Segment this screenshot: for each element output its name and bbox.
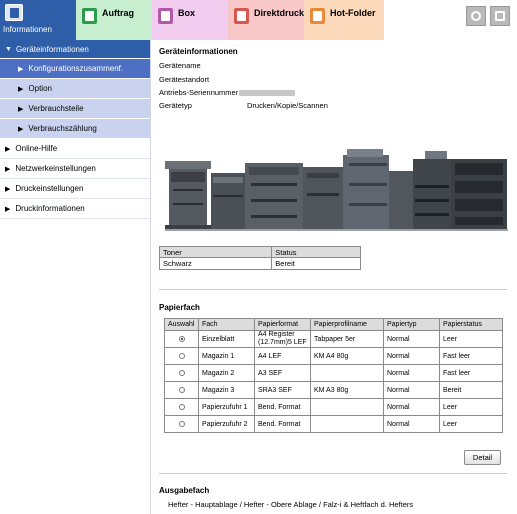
sidebar-item-druckeinstellungen[interactable]	[0, 179, 150, 199]
info-label-seriennummer: Antriebs-Seriennummer	[159, 88, 239, 97]
table-cell: Bend. Format	[255, 416, 311, 433]
sidebar-sub-verbrauchszaehlung[interactable]	[0, 119, 150, 139]
tab-box[interactable]	[152, 0, 228, 40]
table-header: Status	[272, 247, 361, 258]
table-row	[165, 348, 503, 365]
table-cell: Bereit	[272, 258, 361, 270]
table-header: Fach	[199, 319, 255, 331]
table-row	[165, 416, 503, 433]
tab-direktdruck[interactable]	[228, 0, 304, 40]
table-cell: Normal	[384, 365, 440, 382]
sidebar-item-label: Verbrauchszählung	[28, 124, 97, 133]
table-cell: Schwarz	[160, 258, 272, 270]
table-header: Papierformat	[255, 319, 311, 331]
tab-label: Informationen	[3, 25, 52, 34]
triangle-right-icon: ▶	[5, 165, 11, 173]
table-row	[165, 382, 503, 399]
sidebar-item-druckinformationen[interactable]	[0, 199, 150, 219]
info-value-geraetetyp: Drucken/Kopie/Scannen	[247, 101, 328, 110]
table-cell: Tabpaper 5er	[311, 331, 384, 348]
page-title: Geräteinformationen	[159, 47, 238, 56]
table-header: Papierstatus	[440, 319, 503, 331]
sidebar-sub-konfigurationszusammenf[interactable]	[0, 59, 150, 79]
folder-icon	[310, 8, 325, 24]
table-cell: A4 LEF	[255, 348, 311, 365]
table-cell: Normal	[384, 382, 440, 399]
table-cell: Papierzufuhr 2	[199, 416, 255, 433]
direct-print-icon	[234, 8, 249, 24]
table-cell	[311, 399, 384, 416]
ausgabefach-value: Hefter - Hauptablage / Hefter - Obere Ablage / Falz-i & Heftfach d. Hefters	[168, 500, 414, 509]
table-header-row	[165, 319, 503, 331]
tray-radio-cell[interactable]	[165, 348, 199, 365]
triangle-right-icon: ▶	[18, 125, 24, 133]
section-title-ausgabefach: Ausgabefach	[159, 486, 210, 495]
sidebar-item-label: Druckeinstellungen	[15, 184, 84, 193]
sidebar-item-label: Netzwerkeinstellungen	[15, 164, 96, 173]
tab-auftrag[interactable]	[76, 0, 152, 40]
table-row	[165, 399, 503, 416]
info-label-geraetename: Gerätename	[159, 61, 201, 70]
radio-icon[interactable]	[179, 370, 185, 376]
device-status-icon[interactable]	[466, 6, 486, 26]
main-content	[151, 40, 517, 514]
table-cell: SRA3 SEF	[255, 382, 311, 399]
table-cell: Papierzufuhr 1	[199, 399, 255, 416]
sidebar-item-geraeteinformationen[interactable]	[0, 40, 150, 59]
table-cell: Leer	[440, 399, 503, 416]
table-cell: Fast leer	[440, 365, 503, 382]
table-header: Papiertyp	[384, 319, 440, 331]
tray-radio-cell[interactable]	[165, 331, 199, 348]
tab-informationen[interactable]	[0, 0, 76, 40]
triangle-right-icon: ▶	[5, 185, 11, 193]
tab-label: Box	[178, 8, 196, 18]
tray-radio-cell[interactable]	[165, 365, 199, 382]
table-header: Toner	[160, 247, 272, 258]
table-cell: Leer	[440, 416, 503, 433]
info-icon	[5, 4, 23, 21]
printer-illustration	[165, 133, 508, 248]
table-cell: Normal	[384, 348, 440, 365]
sidebar-sub-option[interactable]	[0, 79, 150, 99]
sidebar-item-netzwerkeinstellungen[interactable]	[0, 159, 150, 179]
divider	[159, 289, 507, 290]
triangle-right-icon: ▶	[18, 65, 24, 73]
radio-icon[interactable]	[179, 404, 185, 410]
radio-selected-icon[interactable]	[179, 336, 185, 342]
table-cell: Bereit	[440, 382, 503, 399]
table-cell: Einzelblatt	[199, 331, 255, 348]
sidebar-item-label: Option	[28, 84, 52, 93]
table-header: Auswahl	[165, 319, 199, 331]
section-title-papierfach: Papierfach	[159, 303, 200, 312]
sidebar-sub-verbrauchsteile[interactable]	[0, 99, 150, 119]
triangle-right-icon: ▶	[5, 205, 11, 213]
window-icon[interactable]	[490, 6, 510, 26]
table-cell	[311, 416, 384, 433]
triangle-right-icon: ▶	[18, 105, 24, 113]
triangle-right-icon: ▶	[18, 85, 24, 93]
table-cell: Normal	[384, 416, 440, 433]
sidebar-item-label: Online-Hilfe	[15, 144, 58, 153]
papierfach-table	[164, 318, 503, 433]
table-cell: Magazin 2	[199, 365, 255, 382]
table-cell	[311, 365, 384, 382]
table-cell: Leer	[440, 331, 503, 348]
table-row	[160, 258, 361, 270]
table-cell: Normal	[384, 331, 440, 348]
triangle-right-icon: ▶	[5, 145, 11, 153]
table-cell: KM A4 80g	[311, 348, 384, 365]
detail-button[interactable]: Detail	[464, 450, 501, 465]
radio-icon[interactable]	[179, 353, 185, 359]
table-cell: Fast leer	[440, 348, 503, 365]
tray-radio-cell[interactable]	[165, 416, 199, 433]
tray-radio-cell[interactable]	[165, 382, 199, 399]
sidebar-item-online-hilfe[interactable]	[0, 139, 150, 159]
top-tab-bar	[0, 0, 517, 40]
job-icon	[82, 8, 97, 24]
tab-hot-folder[interactable]	[304, 0, 384, 40]
radio-icon[interactable]	[179, 387, 185, 393]
sidebar	[0, 40, 151, 514]
divider	[159, 473, 507, 474]
table-row	[165, 365, 503, 382]
box-icon	[158, 8, 173, 24]
table-cell: KM A3 80g	[311, 382, 384, 399]
table-header: Papierprofilname	[311, 319, 384, 331]
table-row	[165, 331, 503, 348]
table-header-row	[160, 247, 361, 258]
sidebar-item-label: Verbrauchsteile	[28, 104, 84, 113]
table-cell: A3 SEF	[255, 365, 311, 382]
tray-radio-cell[interactable]	[165, 399, 199, 416]
info-label-geraetestandort: Gerätestandort	[159, 75, 210, 84]
tab-label: Auftrag	[102, 8, 134, 18]
triangle-down-icon: ▼	[5, 45, 12, 53]
toner-table	[159, 246, 361, 270]
table-cell: Magazin 3	[199, 382, 255, 399]
sidebar-item-label: Geräteinformationen	[15, 44, 89, 54]
table-cell: Bend. Format	[255, 399, 311, 416]
table-cell: A4 Register (12.7mm)5 LEF	[255, 331, 311, 348]
info-label-geraetetyp: Gerätetyp	[159, 101, 192, 110]
sidebar-item-label: Druckinformationen	[15, 204, 85, 213]
table-cell: Magazin 1	[199, 348, 255, 365]
tab-label: Direktdruck	[253, 8, 304, 18]
radio-icon[interactable]	[179, 421, 185, 427]
table-cell: Normal	[384, 399, 440, 416]
serial-number-redacted	[239, 90, 295, 96]
tab-label: Hot-Folder	[330, 8, 376, 18]
sidebar-item-label: Konfigurationszusammenf.	[28, 64, 124, 73]
